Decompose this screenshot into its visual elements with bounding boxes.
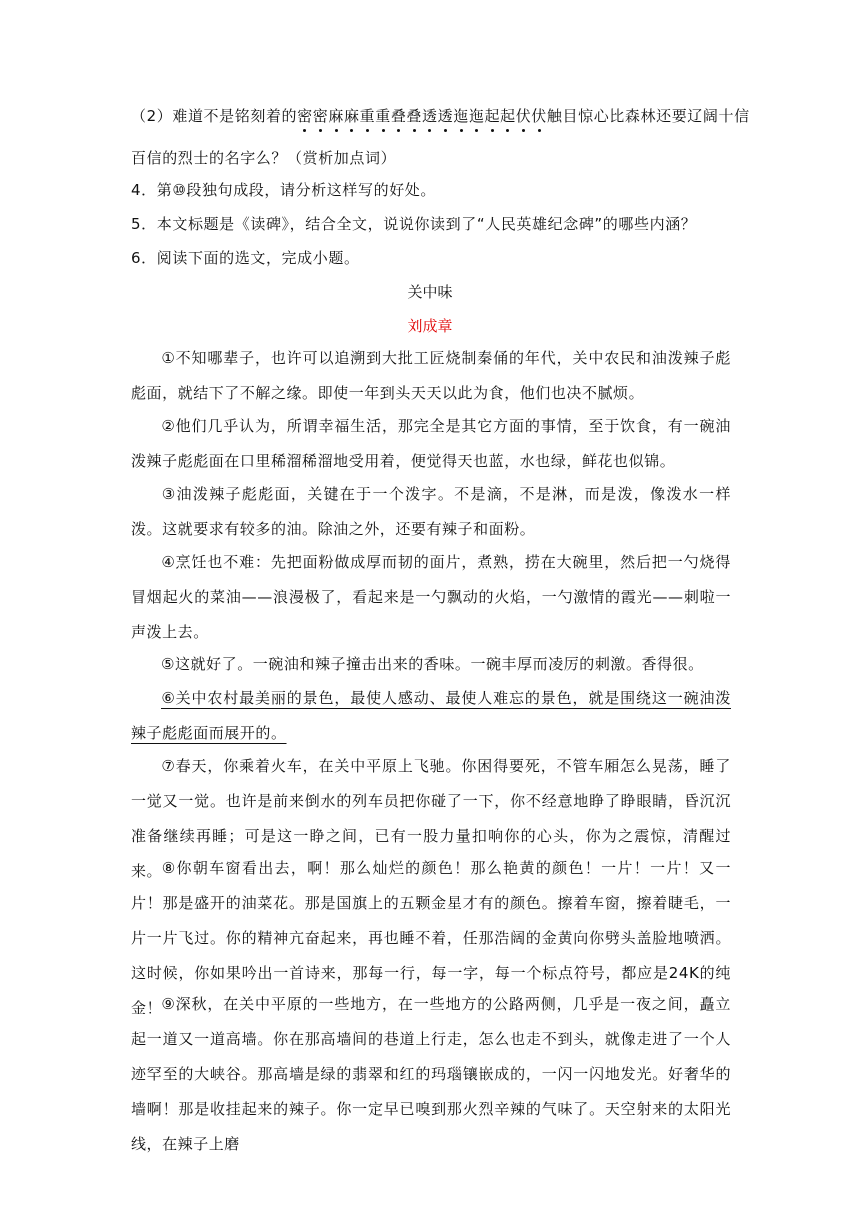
paragraph-5 [131,647,731,682]
paragraph-6-underlined-text: ⑥关中农村最美丽的景色，最使人感动、最使人难忘的景色，就是围绕这一碗油泼辣子彪彪面而展开的。 [131,689,731,742]
emphasized-char: 起 [500,107,516,125]
question-2-suffix: 触目惊心比森林还要辽阔十信 [546,107,750,125]
paragraph-8-text: ⑧你朝车窗看出去，啊！那么灿烂的颜色！那么艳黄的颜色！一片！一片！又一片！那是盛开的油菜花。那是国旗上的五颗金星才有的颜色。擦着车窗，擦着睫毛，一片一片飞过。你的精神亢奋起来，再也睡不着，任那浩阔的金黄向你劈头盖脸地喷洒。这时候，你如果吟出一首诗来，那每一行，每一字，每一个标点符号，都应是24K的纯金！ [131,859,731,1017]
paragraph-9-text: ⑨深秋，在关中平原的一些地方，在一些地方的公路两侧，几乎是一夜之间，矗立起一道又一道高墙。你在那高墙间的巷道上行走，怎么也走不到头，就像走进了一个人迹罕至的大峡谷。那高墙是绿的翡翠和红的玛瑙镶嵌成的，一闪一闪地发光。好奢华的墙啊！那是收挂起来的辣子。你一定早已嗅到那火烈辛辣的气味了。天空射来的太阳光线，在辣子上磨 [131,995,731,1153]
question-5: 5．本文标题是《读碑》，结合全文，说说你读到了“人民英雄纪念碑”的哪些内涵？ [131,215,697,233]
article-title: 关中味 [407,283,453,301]
paragraph-5-text: ⑤这就好了。一碗油和辣子撞击出来的香味。一碗丰厚而凌厉的刺激。香得很。 [161,655,704,673]
paragraph-2-text: ②他们几乎认为，所谓幸福生活，那完全是其它方面的事情，至于饮食，有一碗油泼辣子彪彪面在口里稀溜稀溜地受用着，便觉得天也蓝，水也绿，鲜花也似锦。 [131,417,731,470]
emphasized-char: 伏 [531,107,547,125]
emphasized-words [297,107,547,125]
emphasized-char: 起 [484,107,501,125]
emphasized-char: 叠 [406,107,423,125]
question-4: 4．第⑩段独句成段，请分析这样写的好处。 [131,181,436,199]
question-2-line-1 [131,106,750,126]
emphasized-char: 麻 [328,107,344,125]
emphasized-char: 叠 [390,107,407,125]
paragraph-1 [131,341,731,411]
emphasized-char: 密 [312,107,329,125]
paragraph-7-text: ⑦春天，你乘着火车，在关中平原上飞驰。你困得要死，不管车厢怎么晃荡，睡了一觉又一觉。也许是前来倒水的列车员把你碰了一下，你不经意地睁了睁眼睛，昏沉沉准备继续再睡；可是这一睁之间，已有一股力量扣响你的心头，你为之震惊，清醒过来。 [131,757,731,880]
paragraph-4-text: ④烹饪也不难：先把面粉做成厚而韧的面片，煮熟，捞在大碗里，然后把一勺烧得冒烟起火的菜油——浪漫极了，看起来是一勺飘动的火焰，一勺激情的霞光——刺啦一声泼上去。 [131,553,731,641]
emphasized-char: 迤 [468,107,485,125]
emphasized-char: 透 [422,107,438,125]
question-6: 6．阅读下面的选文，完成小题。 [131,249,360,267]
emphasized-char: 迤 [453,107,469,125]
paragraph-9 [131,987,731,1162]
article-author: 刘成章 [407,317,453,335]
paragraph-2 [131,409,731,479]
paragraph-6 [131,681,731,751]
emphasized-char: 透 [437,107,454,125]
paragraph-1-text: ①不知哪辈子，也许可以追溯到大批工匠烧制秦俑的年代，关中农民和油泼辣子彪彪面，就结下了不解之缘。即使一年到头天天以此为食，他们也决不腻烦。 [131,349,731,402]
emphasized-char: 密 [297,107,313,125]
question-2-prefix: （2）难道不是铭刻着的 [131,107,298,125]
question-2-line-2: 百信的烈士的名字么？（赏析加点词） [131,149,397,167]
emphasized-char: 重 [359,107,376,125]
emphasized-char: 重 [375,107,391,125]
emphasized-char: 伏 [515,107,532,125]
paragraph-3-text: ③油泼辣子彪彪面，关键在于一个泼字。不是滴，不是淋，而是泼，像泼水一样泼。这就要求有较多的油。除油之外，还要有辣子和面粉。 [131,485,731,538]
paragraph-3 [131,477,731,547]
paragraph-4 [131,545,731,650]
emphasized-char: 麻 [343,107,360,125]
